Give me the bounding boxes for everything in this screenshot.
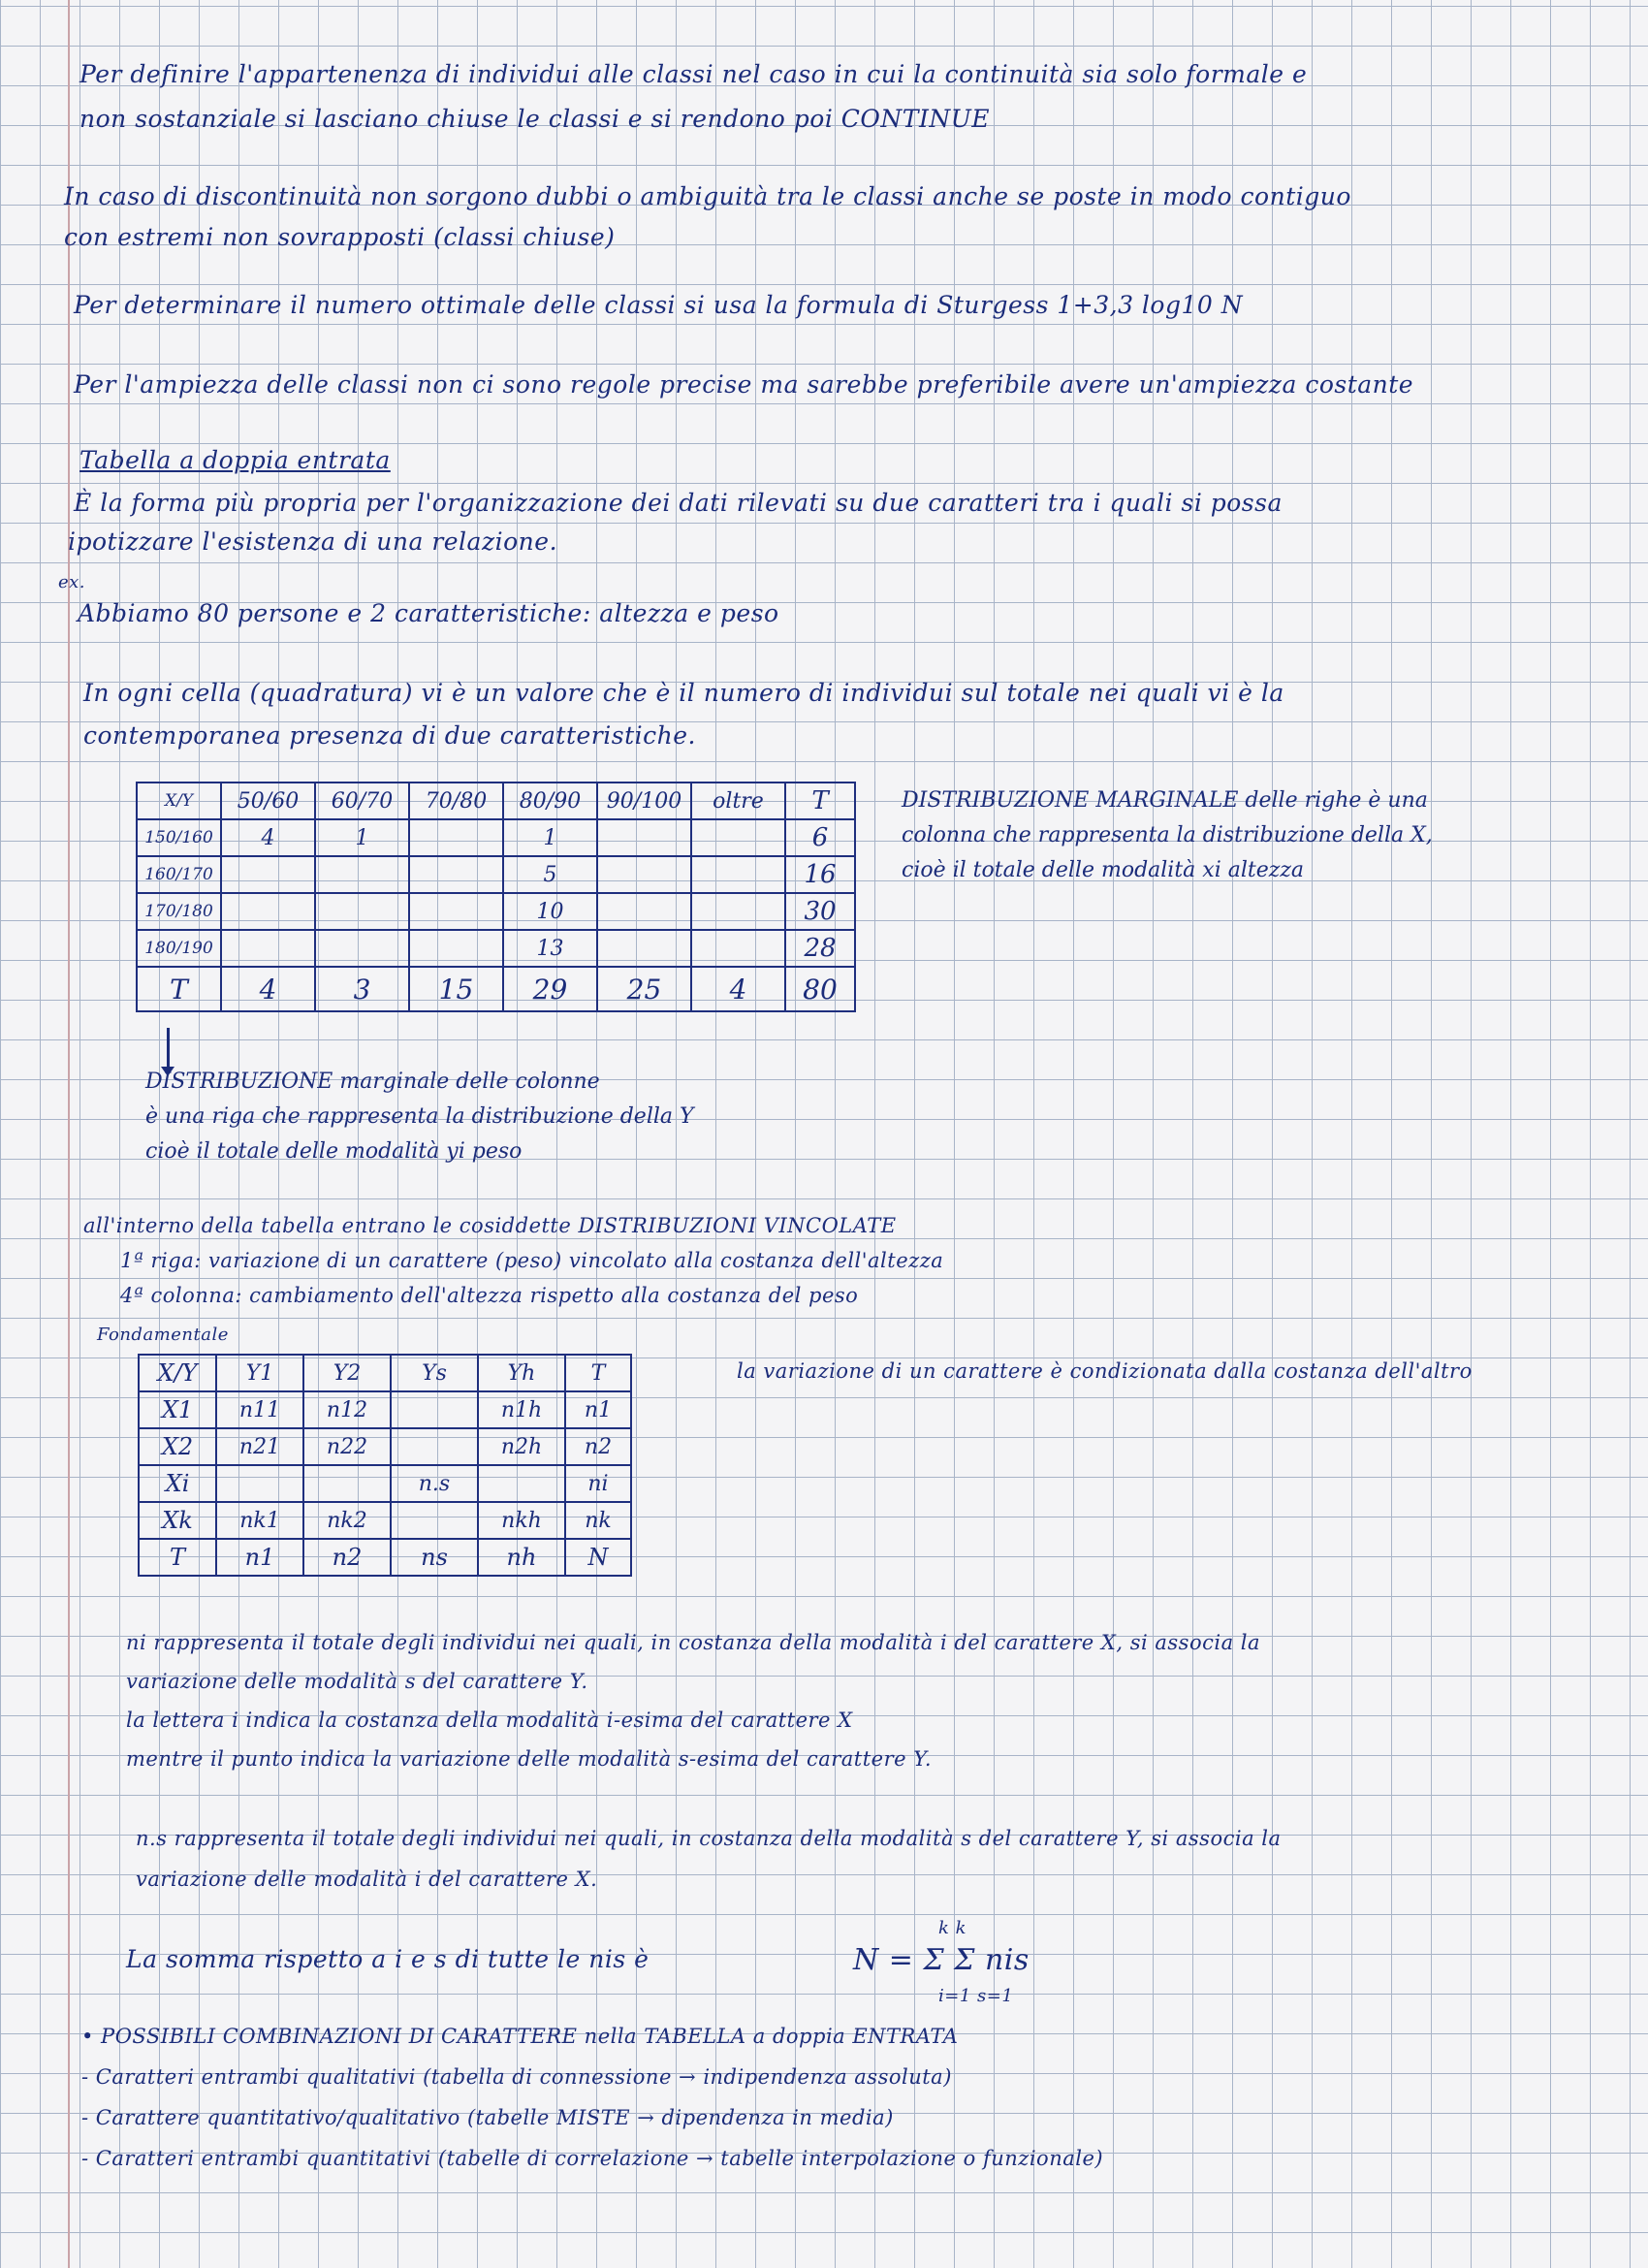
table-cell [391, 1428, 478, 1465]
table-cell [597, 856, 691, 893]
table-cell: 10 [503, 893, 597, 930]
total-cell: n1 [216, 1539, 303, 1576]
header-cell: T [785, 783, 855, 819]
table-cell [597, 930, 691, 967]
table-cell [315, 856, 409, 893]
total-cell: N [565, 1539, 631, 1576]
label-ex: ex. [58, 572, 86, 592]
table-cell: 6 [785, 819, 855, 856]
total-cell: 3 [315, 967, 409, 1011]
header-cell: oltre [691, 783, 785, 819]
bullet-quantitativi: - Caratteri entrambi quantitativi (tabelle di correlazione → tabelle interpolazione o funzionale) [81, 2147, 1104, 2170]
table-cell [691, 819, 785, 856]
table-row [139, 1391, 631, 1428]
table-cell: 30 [785, 893, 855, 930]
line-p11-1: ni rappresenta il totale degli individui nei quali, in costanza della modalità i del carattere X, si associa la [126, 1631, 1260, 1654]
row-label: 150/160 [137, 819, 221, 856]
line-p2-1: In caso di discontinuità non sorgono dubbi o ambiguità tra le classi anche se poste in modo contiguo [64, 182, 1351, 210]
header-cell: Y2 [303, 1355, 391, 1391]
line-p1-2: non sostanziale si lasciano chiuse le classi e si rendono poi CONTINUE [79, 105, 991, 133]
table-cell [597, 893, 691, 930]
line-p5-2: ipotizzare l'esistenza di una relazione. [68, 527, 558, 556]
note-line: è una riga che rappresenta la distribuzione della Y [145, 1104, 694, 1129]
table-cell: n.s [391, 1465, 478, 1502]
table-altezza-peso [136, 782, 856, 1012]
table-cell: nk1 [216, 1502, 303, 1539]
total-cell: 29 [503, 967, 597, 1011]
line-p9: 1ª riga: variazione di un carattere (peso) vincolato alla costanza dell'altezza [120, 1249, 944, 1272]
table-cell: n22 [303, 1428, 391, 1465]
row-label: X2 [139, 1428, 216, 1465]
table-cell: ni [565, 1465, 631, 1502]
row-label: Xk [139, 1502, 216, 1539]
note-distribuzione-righe [902, 783, 1433, 888]
margin-line [68, 0, 70, 2268]
line-p12-2: variazione delle modalità i del carattere X. [136, 1868, 598, 1891]
table-row [139, 1428, 631, 1465]
header-cell: 90/100 [597, 783, 691, 819]
table-cell: 1 [315, 819, 409, 856]
table-cell: 16 [785, 856, 855, 893]
total-cell: 4 [691, 967, 785, 1011]
note-line: cioè il totale delle modalità yi peso [145, 1139, 523, 1164]
table-total-row [137, 967, 855, 1011]
table-cell [409, 856, 503, 893]
table-header-row [137, 783, 855, 819]
note-line: cioè il totale delle modalità xi altezza [902, 858, 1305, 882]
line-ampiezza: Per l'ampiezza delle classi non ci sono regole precise ma sarebbe preferibile avere un'ampiezza costante [74, 370, 1414, 399]
heading-tabella: Tabella a doppia entrata [79, 446, 391, 474]
table-total-row [139, 1539, 631, 1576]
sum-lower-limits: i=1 s=1 [938, 1986, 1014, 2006]
table-cell [409, 893, 503, 930]
table-cell [478, 1465, 565, 1502]
line-p11-2: variazione delle modalità s del carattere Y. [126, 1670, 588, 1693]
note-variazione: la variazione di un carattere è condizionata dalla costanza dell'altro [737, 1359, 1473, 1383]
header-cell: T [565, 1355, 631, 1391]
bullet-misti: - Carattere quantitativo/qualitativo (tabelle MISTE → dipendenza in media) [81, 2106, 894, 2129]
line-p6: Abbiamo 80 persone e 2 caratteristiche: altezza e peso [78, 599, 779, 627]
table-row [137, 930, 855, 967]
table-cell: 28 [785, 930, 855, 967]
row-label: 160/170 [137, 856, 221, 893]
table-cell [303, 1465, 391, 1502]
table-cell [315, 893, 409, 930]
table-row [139, 1465, 631, 1502]
total-cell: 25 [597, 967, 691, 1011]
table-cell [221, 930, 315, 967]
header-cell: Yh [478, 1355, 565, 1391]
bullet-qualitativi: - Caratteri entrambi qualitativi (tabella di connessione → indipendenza assoluta) [81, 2065, 952, 2089]
total-cell: ns [391, 1539, 478, 1576]
line-p11-3: la lettera i indica la costanza della modalità i-esima del carattere X [126, 1709, 853, 1732]
table-cell: 13 [503, 930, 597, 967]
table-cell: n2h [478, 1428, 565, 1465]
total-cell: 4 [221, 967, 315, 1011]
table-cell: n2 [565, 1428, 631, 1465]
table-cell [221, 856, 315, 893]
line-p10: 4ª colonna: cambiamento dell'altezza rispetto alla costanza del peso [120, 1284, 859, 1307]
line-p7-2: contemporanea presenza di due caratteristiche. [83, 721, 696, 750]
table-cell: nk2 [303, 1502, 391, 1539]
header-cell: 80/90 [503, 783, 597, 819]
header-cell: 50/60 [221, 783, 315, 819]
line-p1-1: Per definire l'appartenenza di individui alle classi nel caso in cui la continuità sia solo formale e [79, 60, 1308, 88]
table-row [137, 856, 855, 893]
table-cell [391, 1391, 478, 1428]
table-row [137, 893, 855, 930]
line-p2-2: con estremi non sovrapposti (classi chiuse) [64, 223, 616, 251]
table-cell: nk [565, 1502, 631, 1539]
note-distribuzione-colonne [145, 1065, 694, 1169]
sum-upper-limits: k k [938, 1918, 967, 1938]
header-cell: 70/80 [409, 783, 503, 819]
line-sturgess: Per determinare il numero ottimale delle classi si usa la formula di Sturgess 1+3,3 log10 N [74, 291, 1244, 319]
table-cell: 5 [503, 856, 597, 893]
header-cell: X/Y [139, 1355, 216, 1391]
line-p11-4: mentre il punto indica la variazione delle modalità s-esima del carattere Y. [126, 1747, 933, 1771]
table-cell [216, 1465, 303, 1502]
line-p7-1: In ogni cella (quadratura) vi è un valore che è il numero di individui sul totale nei quali vi è la [83, 679, 1284, 707]
total-cell: n2 [303, 1539, 391, 1576]
note-line: colonna che rappresenta la distribuzione della X, [902, 823, 1433, 847]
sum-formula: N = Σ Σ nis [853, 1943, 1030, 1977]
table-cell: n1 [565, 1391, 631, 1428]
table-cell [409, 819, 503, 856]
bullet-combinazioni: • POSSIBILI COMBINAZIONI DI CARATTERE nella TABELLA a doppia ENTRATA [81, 2025, 959, 2048]
line-somma: La somma rispetto a i e s di tutte le nis è [126, 1945, 650, 1973]
row-label: X1 [139, 1391, 216, 1428]
note-line: DISTRIBUZIONE MARGINALE delle righe è una [902, 788, 1428, 813]
line-p12-1: n.s rappresenta il totale degli individui nei quali, in costanza della modalità s del carattere Y, si associa la [136, 1827, 1282, 1850]
table-row [137, 819, 855, 856]
total-cell: nh [478, 1539, 565, 1576]
header-cell: X/Y [137, 783, 221, 819]
total-cell: 80 [785, 967, 855, 1011]
table-cell [691, 893, 785, 930]
table-cell [221, 893, 315, 930]
row-label: 180/190 [137, 930, 221, 967]
table-header-row [139, 1355, 631, 1391]
line-p8: all'interno della tabella entrano le cosiddette DISTRIBUZIONI VINCOLATE [83, 1214, 897, 1237]
header-cell: 60/70 [315, 783, 409, 819]
table-cell [597, 819, 691, 856]
table-cell: n12 [303, 1391, 391, 1428]
table-cell [691, 930, 785, 967]
table-generale [138, 1354, 632, 1577]
table-cell: n11 [216, 1391, 303, 1428]
table-cell: 1 [503, 819, 597, 856]
table-cell: nkh [478, 1502, 565, 1539]
table-cell: 4 [221, 819, 315, 856]
total-label: T [137, 967, 221, 1011]
label-fondamentale: Fondamentale [97, 1325, 229, 1345]
table-cell: n21 [216, 1428, 303, 1465]
total-label: T [139, 1539, 216, 1576]
table-cell: n1h [478, 1391, 565, 1428]
table-cell [409, 930, 503, 967]
total-cell: 15 [409, 967, 503, 1011]
row-label: 170/180 [137, 893, 221, 930]
line-p5-1: È la forma più propria per l'organizzazione dei dati rilevati su due caratteri tra i quali si possa [74, 489, 1283, 517]
row-label: Xi [139, 1465, 216, 1502]
table-cell [691, 856, 785, 893]
note-line: DISTRIBUZIONE marginale delle colonne [145, 1070, 600, 1094]
table-cell [315, 930, 409, 967]
header-cell: Y1 [216, 1355, 303, 1391]
table-row [139, 1502, 631, 1539]
table-cell [391, 1502, 478, 1539]
header-cell: Ys [391, 1355, 478, 1391]
